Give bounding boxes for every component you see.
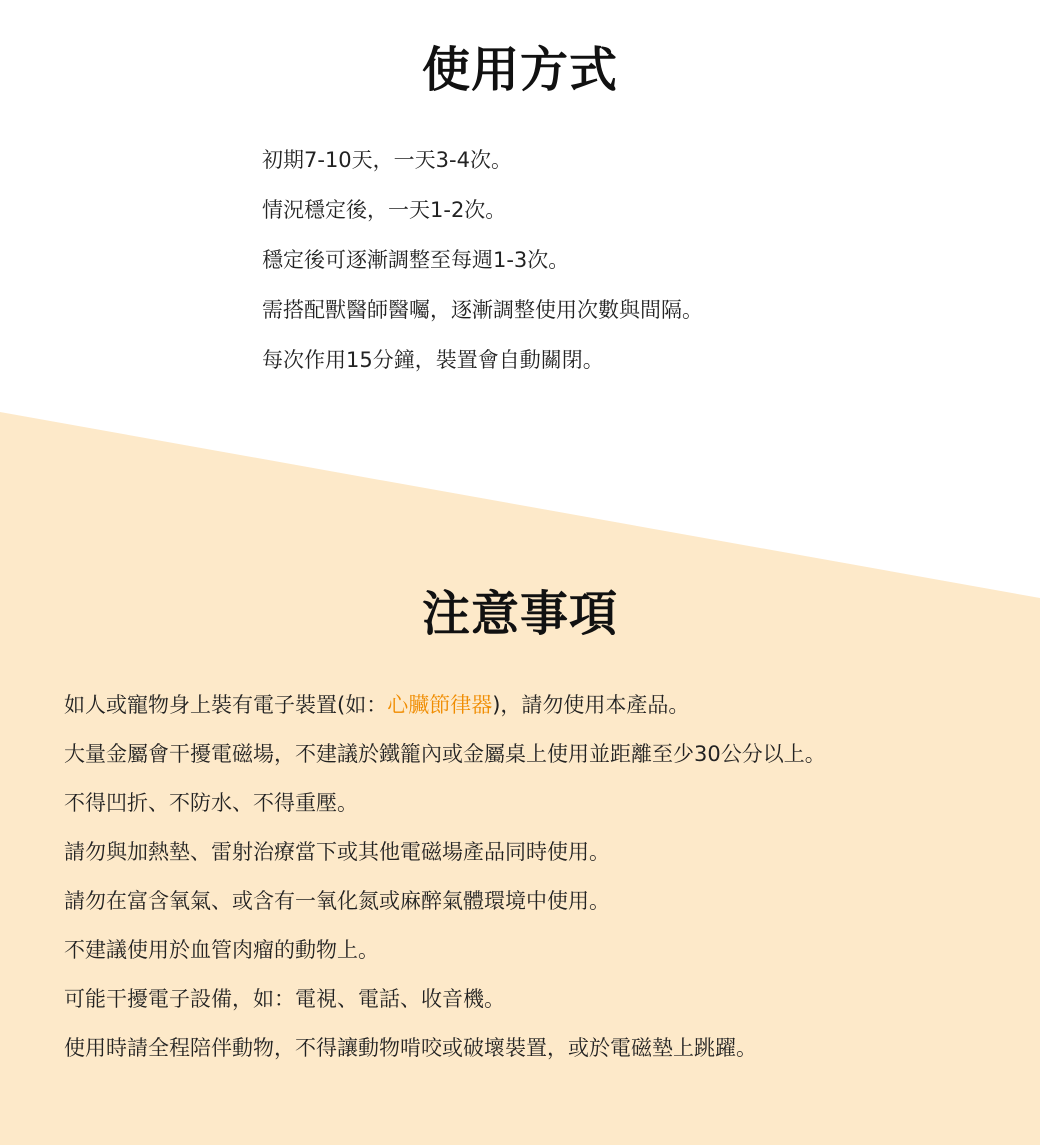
notes-title: 注意事項 [421,586,618,642]
notes-item [64,684,1024,733]
usage-item: 需搭配獸醫師醫囑，逐漸調整使用次數與間隔。 [262,298,703,322]
notes-item: 大量金屬會干擾電磁場，不建議於鐵籠內或金屬桌上使用並距離至少30公分以上。 [64,742,826,766]
usage-item: 每次作用15分鐘，裝置會自動關閉。 [262,348,604,372]
notes-item-text-after: )，請勿使用本產品。 [492,693,690,717]
notes-item: 不建議使用於血管肉瘤的動物上。 [64,938,379,962]
usage-list [262,140,962,390]
usage-item: 情況穩定後，一天1-2次。 [262,198,507,222]
pacemaker-highlight: 心臟節律器 [387,693,493,717]
usage-item: 穩定後可逐漸調整至每週1-3次。 [262,248,570,272]
usage-title: 使用方式 [421,42,618,98]
notes-item-text-before: 如人或寵物身上裝有電子裝置(如： [64,693,388,717]
usage-item: 初期7-10天，一天3-4次。 [262,148,512,172]
notes-item: 請勿在富含氧氣、或含有一氧化氮或麻醉氣體環境中使用。 [64,889,610,913]
notes-item: 不得凹折、不防水、不得重壓。 [64,791,358,815]
notes-item: 使用時請全程陪伴動物，不得讓動物啃咬或破壞裝置，或於電磁墊上跳躍。 [64,1036,757,1060]
notes-item: 請勿與加熱墊、雷射治療當下或其他電磁場產品同時使用。 [64,840,610,864]
notes-item: 可能干擾電子設備，如：電視、電話、收音機。 [64,987,505,1011]
notes-list [64,684,1024,1076]
